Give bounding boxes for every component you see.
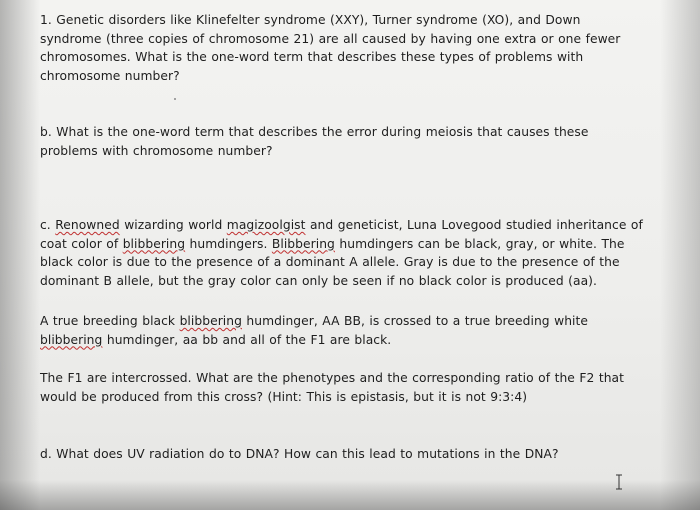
question-c-paragraph-2 [40, 312, 588, 349]
question-c-line-3: black color is due to the presence of a dominant A allele. Gray is due to the presence of the [40, 255, 620, 270]
question-1-line-1: 1. Genetic disorders like Klinefelter syndrome (XXY), Turner syndrome (XO), and Down [40, 13, 581, 27]
misspelled-word: Blibbering [271, 236, 335, 251]
question-b-line-1: b. What is the one-word term that describes the error during meiosis that causes these [40, 125, 589, 139]
question-c-line-4: dominant B allele, but the gray color can only be seen if no black color is produced (aa). [40, 273, 597, 288]
question-b [40, 123, 589, 160]
misspelled-word: blibbering [179, 314, 242, 328]
question-c-paragraph-1 [40, 216, 643, 290]
stray-dot [174, 98, 176, 100]
question-c-cross-line-1: A true breeding black blibbering humdinger, AA BB, is crossed to a true breeding white [40, 314, 589, 328]
photo-shadow-right [660, 0, 700, 510]
question-c-line-1: c. Renowned wizarding world magizoolgist and geneticist, Luna Lovegood studied inheritance of [40, 218, 643, 232]
question-c-paragraph-3 [40, 369, 624, 406]
question-1 [40, 11, 620, 85]
question-d-line: d. What does UV radiation do to DNA? How can this lead to mutations in the DNA? [40, 447, 559, 461]
misspelled-word: magizoolgist [226, 218, 306, 232]
question-c-cross-line-2: blibbering humdinger, aa bb and all of the F1 are black. [40, 332, 392, 347]
question-d [40, 445, 559, 464]
photo-shadow-bottom [0, 480, 700, 510]
question-c-intercross-line-2: would be produced from this cross? (Hint: This is epistasis, but it is not 9:3:4) [40, 389, 528, 404]
question-b-line-2: problems with chromosome number? [40, 143, 273, 158]
misspelled-word: Renowned [55, 218, 120, 232]
question-1-line-3: chromosomes. What is the one-word term that describes these types of problems with [40, 50, 584, 65]
photo-shadow-left [0, 0, 40, 510]
question-c-intercross-line-1: The F1 are intercrossed. What are the phenotypes and the corresponding ratio of the F2 that [40, 371, 625, 385]
question-1-line-4: chromosome number? [40, 68, 180, 83]
misspelled-word: blibbering [40, 332, 103, 347]
question-c-line-2: coat color of blibbering humdingers. Blibbering humdingers can be black, gray, or white. The [40, 236, 625, 251]
question-1-line-2: syndrome (three copies of chromosome 21) are all caused by having one extra or one fewer [40, 31, 621, 46]
misspelled-word: blibbering [122, 236, 186, 251]
